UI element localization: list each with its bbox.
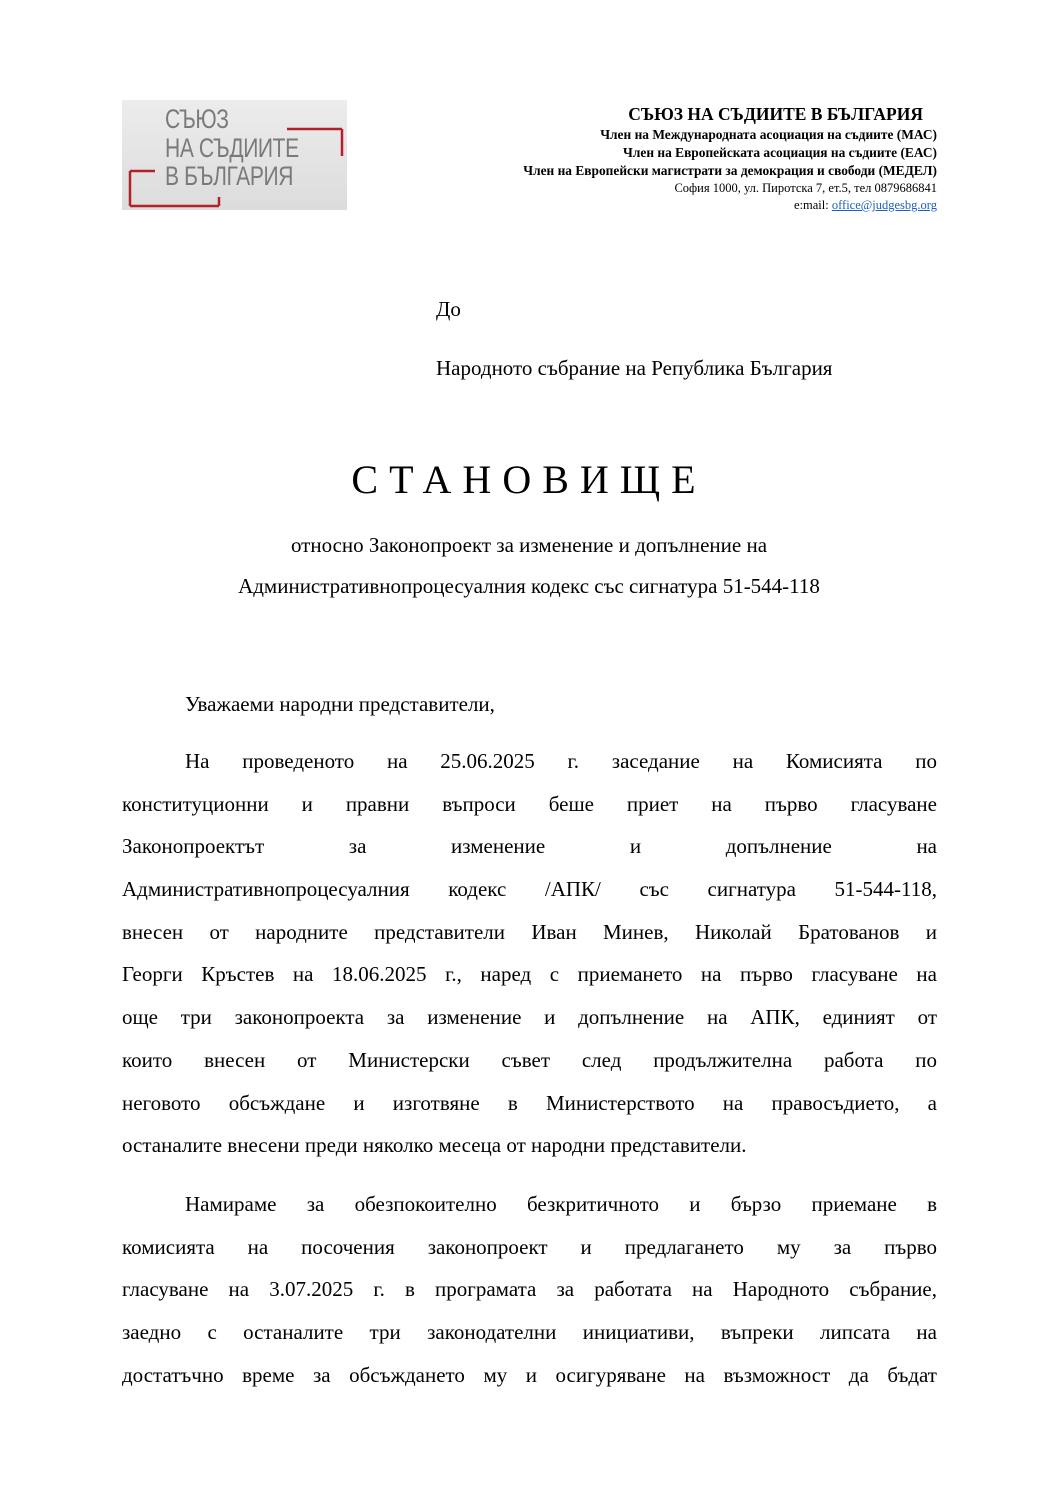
address-line: София 1000, ул. Пиротска 7, ет.5, тел 0879686841 bbox=[674, 181, 937, 195]
paragraph-line: останалите внесени преди няколко месеца от народни представители. bbox=[122, 1133, 747, 1158]
organization-logo bbox=[122, 100, 347, 210]
paragraph-line: гласуване на 3.07.2025 г. в програмата за работата на Народното събрание, bbox=[122, 1277, 937, 1302]
letterhead bbox=[523, 102, 937, 213]
paragraph-line: Георги Кръстев на 18.06.2025 г., наред с приемането на първо гласуване на bbox=[122, 962, 937, 987]
addressee-name: Народното събрание на Република България bbox=[436, 356, 833, 380]
paragraph-line: комисията на посочения законопроект и предлагането му за първо bbox=[122, 1234, 937, 1259]
paragraph-line: Законопроектът за изменение и допълнение на bbox=[122, 834, 937, 859]
paragraph-line: внесен от народните представители Иван Минев, Николай Братованов и bbox=[122, 919, 937, 944]
paragraph-2 bbox=[122, 1191, 937, 1404]
salutation: Уважаеми народни представители, bbox=[185, 692, 495, 716]
logo-text-line-2: НА СЪДИИТЕ bbox=[165, 133, 299, 163]
logo-text-line-3: В БЪЛГАРИЯ bbox=[165, 161, 294, 191]
addressee-to: До bbox=[436, 297, 461, 321]
paragraph-line: На проведеното на 25.06.2025 г. заседание на Комисията по bbox=[185, 749, 937, 773]
paragraph-line: още три законопроекта за изменение и допълнение на АПК, единият от bbox=[122, 1005, 937, 1030]
document-title: СТАНОВИЩЕ bbox=[351, 457, 707, 502]
organization-name: СЪЮЗ НА СЪДИИТЕ В БЪЛГАРИЯ bbox=[628, 104, 923, 124]
subject-line-1: относно Законопроект за изменение и допълнение на bbox=[290, 533, 768, 557]
paragraph-line: които внесен от Министерски съвет след продължителна работа по bbox=[122, 1047, 937, 1072]
email-line bbox=[523, 197, 937, 213]
logo-text-line-1: СЪЮЗ bbox=[165, 104, 229, 134]
paragraph-line: конституционни и правни въпроси беше приет на първо гласуване bbox=[122, 791, 937, 816]
paragraph-1 bbox=[122, 748, 937, 1175]
paragraph-line: заедно с останалите три законодателни инициативи, въпреки липсата на bbox=[122, 1320, 937, 1345]
paragraph-line: достатъчно време за обсъждането му и осигуряване на възможност да бъдат bbox=[122, 1362, 937, 1387]
email-link[interactable]: office@judgesbg.org bbox=[831, 198, 937, 212]
paragraph-line: Административнопроцесуалния кодекс /АПК/ със сигнатура 51-544-118, bbox=[122, 877, 937, 902]
membership-line: Член на Европейската асоциация на съдиите (ЕАС) bbox=[623, 145, 937, 160]
membership-line: Член на Европейски магистрати за демокрация и свободи (МЕДЕЛ) bbox=[523, 163, 937, 178]
paragraph-line: Намираме за обезпокоително безкритичното и бързо приемане в bbox=[185, 1192, 937, 1216]
membership-line: Член на Международната асоциация на съдиите (МАС) bbox=[600, 127, 937, 142]
email-label: e:mail: bbox=[794, 198, 829, 212]
paragraph-line: неговото обсъждане и изготвяне в Министерството на правосъдието, а bbox=[122, 1090, 937, 1115]
subject-line-2: Административнопроцесуалния кодекс със сигнатура 51-544-118 bbox=[238, 574, 820, 598]
